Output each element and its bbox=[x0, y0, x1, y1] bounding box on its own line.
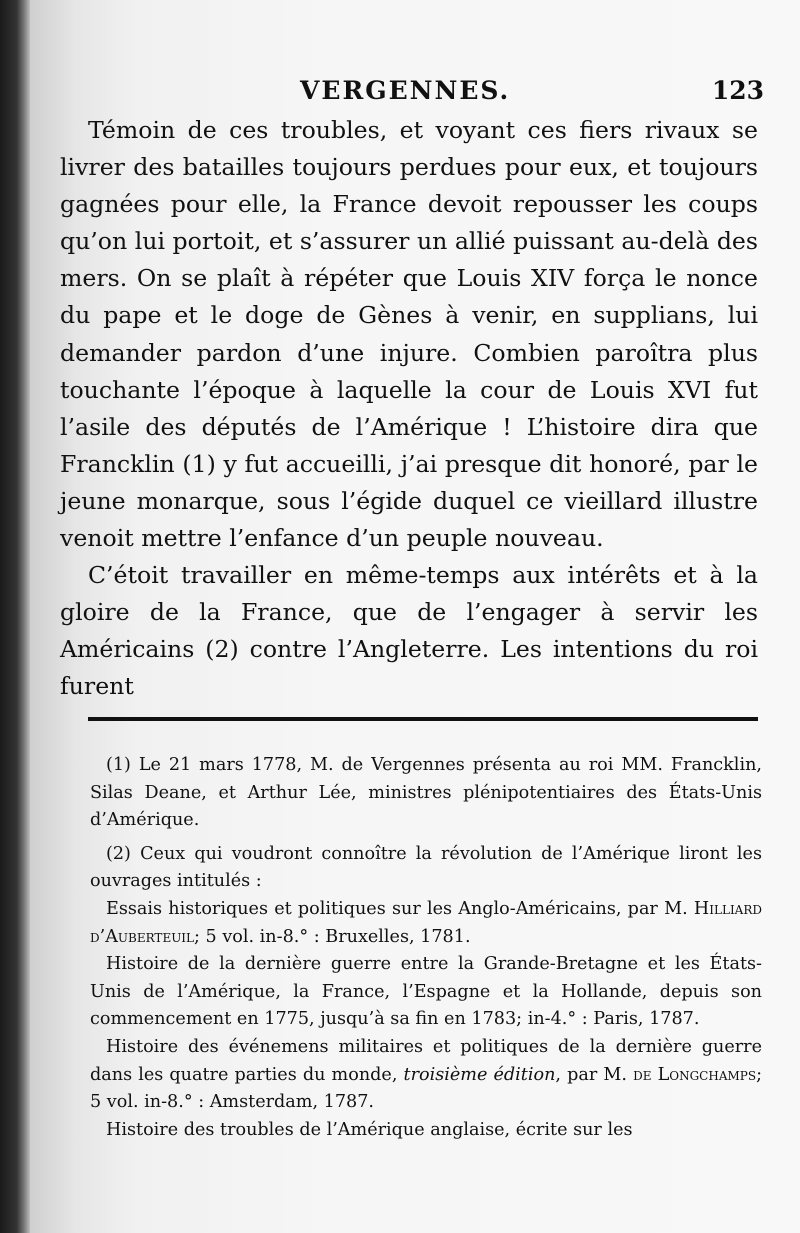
footnote-1: (1) Le 21 mars 1778, M. de Vergennes présenta au roi MM. Francklin, Silas Deane, et Arthur Lée, ministres plénipotentiaires des États-Unis d’Amérique. bbox=[90, 755, 762, 831]
running-title: VERGENNES. bbox=[300, 76, 511, 105]
book-binding-edge bbox=[0, 0, 30, 1233]
book-page bbox=[30, 0, 800, 1233]
reference-3-title: Histoire des événemens militaires et politiques de la dernière guerre dans les quatre parties du monde, bbox=[90, 1036, 762, 1085]
main-text bbox=[60, 112, 758, 706]
footnote-separator bbox=[88, 717, 758, 721]
reference-3-by: , par M. bbox=[555, 1064, 627, 1085]
reference-1-details: ; 5 vol. in-8.° : Bruxelles, 1781. bbox=[194, 926, 471, 947]
reference-3-author: de Longchamps bbox=[633, 1064, 757, 1085]
reference-3-edition: troisième édition bbox=[403, 1064, 556, 1085]
reference-2: Histoire de la dernière guerre entre la Grande-Bretagne et les États-Unis de l’Amérique, la France, l’Espagne et la Hollande, depuis son commencement en 1775, jusqu’à sa fin en 1783; in-4.° : Paris, 1787. bbox=[90, 954, 762, 1030]
reference-3 bbox=[90, 1034, 762, 1117]
reference-4: Histoire des troubles de l’Amérique anglaise, écrite sur les bbox=[106, 1119, 633, 1140]
footnotes bbox=[90, 752, 762, 1144]
paragraph-2: C’étoit travailler en même-temps aux intérêts et à la gloire de la France, que de l’engager à servir les Américains (2) contre l’Angleterre. Les intentions du roi furent bbox=[60, 561, 758, 701]
reference-1-author: Hilliard d’Auberteuil bbox=[90, 898, 763, 947]
reference-3-details: ; 5 vol. in-8.° : Amsterdam, 1787. bbox=[90, 1064, 763, 1113]
reference-1-title: Essais historiques et politiques sur les Anglo-Américains, par M. bbox=[106, 898, 688, 919]
footnote-2: (2) Ceux qui voudront connoître la révolution de l’Amérique liront les ouvrages intitulés : bbox=[90, 843, 762, 892]
paragraph-1: Témoin de ces troubles, et voyant ces fiers rivaux se livrer des batailles toujours perdues pour eux, et toujours gagnées pour elle, la France devoit repousser les coups qu’on lui portoit, et s’assurer un allié puissant au-delà des mers. On se plaît à répéter que Louis XIV força le nonce du pape et le doge de Gènes à venir, en supplians, lui demander pardon d’une injure. Combien paroîtra plus touchante l’époque à laquelle la cour de Louis XVI fut l’asile des députés de l’Amérique ! L’histoire dira que Francklin (1) y fut accueilli, j’ai presque dit honoré, par le jeune monarque, sous l’égide duquel ce vieillard illustre venoit mettre l’enfance d’un peuple nouveau. bbox=[60, 116, 758, 553]
page-number: 123 bbox=[711, 76, 764, 105]
reference-1 bbox=[90, 896, 762, 951]
page-header bbox=[60, 76, 764, 112]
